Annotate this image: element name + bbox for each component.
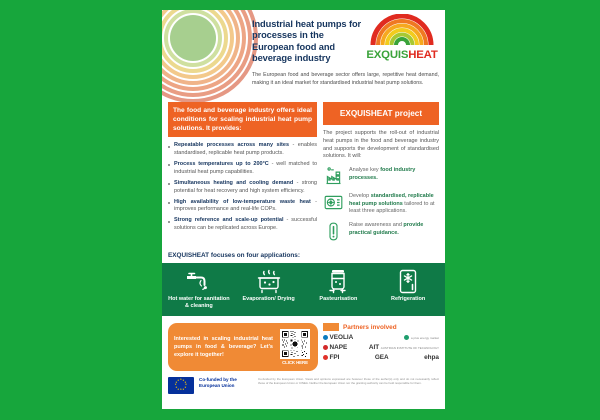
list-item: Process temperatures up to 200°C - well matched to industrial heat pump capabilities. (168, 161, 317, 177)
eu-star-icon: ★ (182, 387, 185, 391)
objective-text: Develop standardised, replicable heat pump solutions tailored to at least three applications. (349, 193, 435, 215)
partners-rows (323, 334, 439, 361)
click-here-label[interactable]: CLICK HERE (282, 360, 308, 366)
partner-name: GEA (374, 354, 389, 362)
objective-text: Analyse key food industry processes. (349, 167, 416, 181)
project-objectives-list (323, 166, 439, 242)
partner-mark-icon (323, 335, 328, 340)
eu-funding-label: Co-funded by the European Union (199, 377, 237, 389)
partner-subtitle: AUSTRIAN INSTITUTE OF TECHNOLOGY (380, 345, 439, 350)
lower-section (162, 316, 445, 371)
eu-star-icon: ★ (177, 378, 180, 382)
left-column (168, 102, 317, 236)
applications-band (162, 263, 445, 316)
poster-header (162, 10, 445, 102)
partner-name: NAPE (329, 344, 348, 352)
page-title: Industrial heat pumps for processes in the European food and beverage industry (252, 19, 362, 64)
applications-title: EXQUISHEAT focuses on four applications: (168, 252, 300, 260)
partner-logo (323, 334, 353, 341)
partners-heading: Partners involved (343, 323, 397, 331)
partner-name: ehpa (424, 354, 439, 362)
factory-icon (323, 166, 344, 187)
partner-mark-icon (323, 355, 328, 360)
eu-star-icon: ★ (174, 383, 177, 387)
eu-funding-footer (162, 371, 445, 401)
list-item (323, 166, 439, 187)
list-item: Strong reference and scale-up potential - successful solutions can be replicated across Europe. (168, 217, 317, 233)
eu-disclaimer-text: Co-funded by the European Union. Views and opinions expressed are however those of the author(s) only and do not necessarily reflect those of the European Union or CINEA. Neither the European Union nor the granting authority can be held responsible for them. (258, 377, 439, 386)
partner-logo (323, 344, 347, 351)
logo-rainbow-icon (370, 14, 434, 45)
partner-logo (404, 335, 439, 340)
evaporation-tray-icon (234, 269, 304, 294)
pasteurisation-tank-icon (304, 269, 374, 294)
list-item: Simultaneous heating and cooling demand - strong potential for heat recovery and high system efficiency. (168, 180, 317, 196)
partner-mark-icon (404, 335, 409, 340)
exclamation-icon (323, 221, 344, 242)
logo-wordmark (362, 49, 442, 61)
partners-heading-row (323, 323, 439, 331)
partner-logo (375, 354, 389, 361)
partner-row (323, 334, 439, 341)
logo-word-heat: HEAT (408, 49, 438, 61)
eu-star-icon: ★ (179, 388, 183, 392)
application-label: Hot water for sanitation & cleaning (168, 296, 230, 310)
eu-star-icon: ★ (175, 380, 178, 384)
eu-star-icon: ★ (184, 385, 187, 389)
list-item: Repeatable processes across many sites - enables standardised, replicable heat pump products. (168, 142, 317, 158)
partner-name: FPI (329, 354, 340, 362)
cta-box[interactable] (168, 323, 318, 371)
application-item (234, 269, 304, 310)
eu-star-icon: ★ (177, 387, 180, 391)
eu-star-icon: ★ (182, 378, 185, 382)
qr-code-icon[interactable] (280, 329, 310, 359)
application-item (304, 269, 374, 310)
eu-star-icon: ★ (184, 380, 187, 384)
list-item: High availability of low-temperature waste heat - improves performance and real-life COPs. (168, 199, 317, 215)
partner-mark-icon (323, 345, 328, 350)
application-item (373, 269, 443, 310)
application-item (164, 269, 234, 310)
body-columns (162, 102, 445, 247)
refrigeration-unit-icon (373, 269, 443, 294)
faucet-icon (164, 269, 234, 294)
partner-name: VEOLIA (329, 334, 354, 342)
eu-star-icon: ★ (184, 383, 188, 387)
decorative-arcs (162, 10, 258, 102)
eu-star-icon: ★ (175, 385, 178, 389)
eu-flag-icon (168, 377, 194, 394)
partner-row (323, 344, 439, 351)
list-item (323, 221, 439, 242)
exquisheat-logo (362, 14, 442, 61)
application-label: Refrigeration (391, 296, 426, 303)
logo-word-exquis: EXQUIS (366, 49, 409, 61)
qr-block[interactable] (278, 329, 312, 365)
partner-logo (424, 354, 439, 361)
application-label: Evaporation/ Drying (242, 296, 295, 303)
partner-name: AIT (368, 344, 380, 352)
objective-text: Raise awareness and provide practical guidance. (349, 222, 424, 236)
right-column (323, 102, 439, 247)
project-panel-heading: EXQUISHEAT project (323, 102, 439, 125)
partner-subtitle: a plus energy market (410, 335, 439, 340)
partner-logo (369, 344, 439, 351)
partner-logo (323, 354, 339, 361)
project-intro-text: The project supports the roll-out of industrial heat pumps in the food and beverage industry and supports the development of standardised solutions. It will: (323, 130, 439, 160)
application-label: Pasteurisation (319, 296, 358, 303)
partners-chip-icon (323, 323, 339, 331)
heat-pump-unit-icon (323, 192, 344, 213)
eu-star-icon: ★ (179, 378, 183, 382)
header-subtitle: The European food and beverage sector offers large, repetitive heat demand, making it an ideal market for standardised industrial heat pump solutions. (252, 72, 439, 86)
partner-row (323, 354, 439, 361)
poster-sheet (162, 10, 445, 409)
industry-conditions-list (168, 142, 317, 233)
list-item (323, 192, 439, 216)
cta-text: Interested in scaling industrial heat pumps in food & beverage? Let's explore it together! (174, 336, 273, 359)
partners-section (323, 323, 439, 364)
left-panel-heading: The food and beverage industry offers ideal conditions for scaling industrial heat pump solutions. It provides: (168, 102, 317, 137)
